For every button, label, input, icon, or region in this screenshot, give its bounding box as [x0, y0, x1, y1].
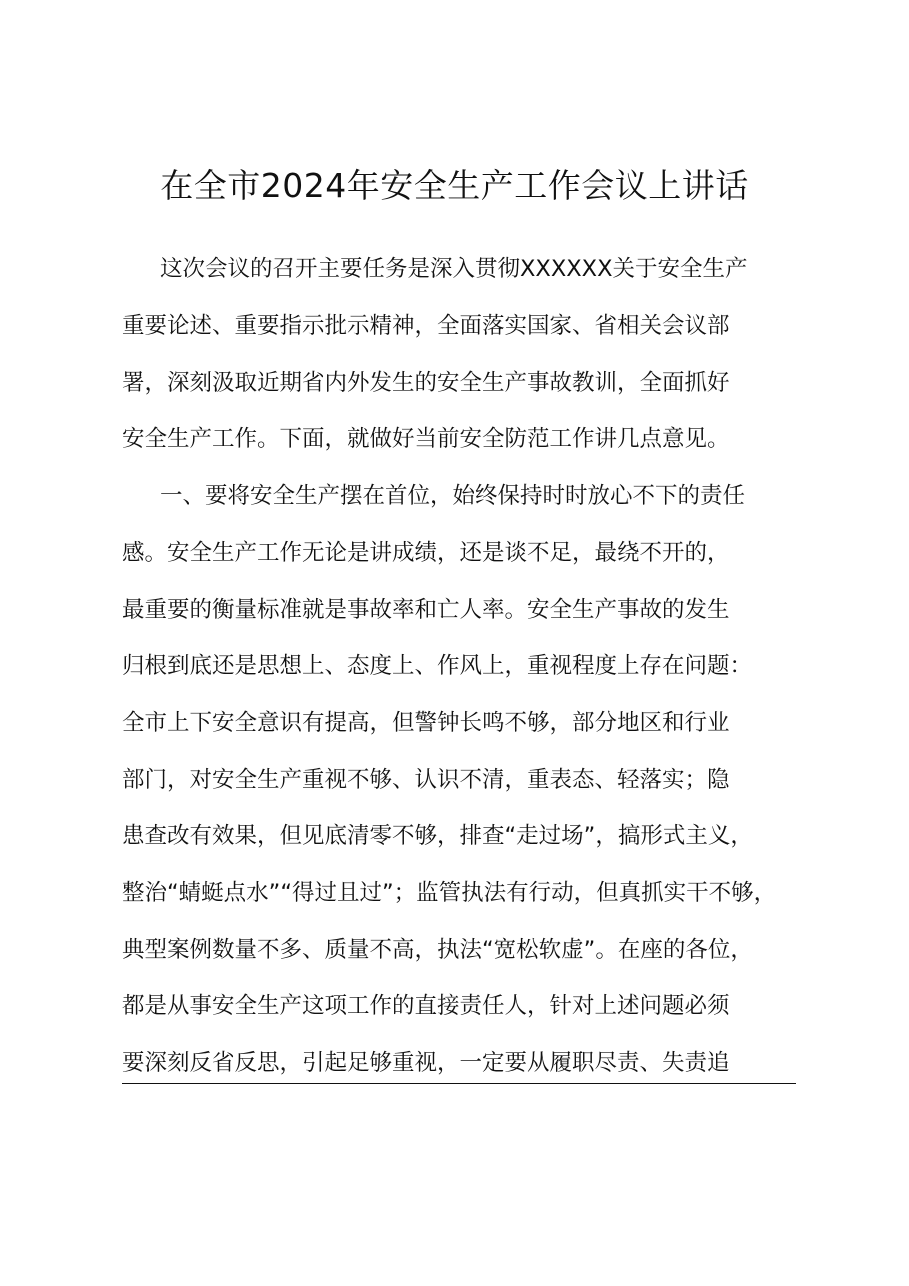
paragraph-line: 全市上下安全意识有提高，但警钟长鸣不够，部分地区和行业 [122, 710, 730, 736]
paragraph-line: 最重要的衡量标准就是事故率和亡人率。安全生产事故的发生 [122, 597, 730, 623]
paragraph-line: 署，深刻汲取近期省内外发生的安全生产事故教训，全面抓好 [122, 370, 730, 396]
paragraph-line: 重要论述、重要指示批示精神，全面落实国家、省相关会议部 [122, 313, 730, 339]
paragraph-line: 整治“蜻蜓点水”“得过且过”；监管执法有行动，但真抓实干不够， [122, 880, 777, 906]
paragraph-line: 都是从事安全生产这项工作的直接责任人，针对上述问题必须 [122, 993, 730, 1019]
paragraph-line: 归根到底还是思想上、态度上、作风上，重视程度上存在问题： [122, 653, 753, 679]
paragraph-line: 一、要将安全生产摆在首位，始终保持时时放心不下的责任 [160, 483, 746, 509]
document-title: 在全市2024年安全生产工作会议上讲话 [160, 166, 749, 205]
paragraph-line: 感。安全生产工作无论是讲成绩，还是谈不足，最绕不开的， [122, 540, 730, 566]
paragraph-line: 这次会议的召开主要任务是深入贯彻XXXXXX关于安全生产 [160, 256, 748, 282]
paragraph-line: 患查改有效果，但见底清零不够，排查“走过场”，搞形式主义， [122, 823, 753, 849]
paragraph-line: 部门，对安全生产重视不够、认识不清，重表态、轻落实；隐 [122, 767, 730, 793]
paragraph-line: 安全生产工作。下面，就做好当前安全防范工作讲几点意见。 [122, 426, 730, 452]
paragraph-line: 典型案例数量不多、质量不高，执法“宽松软虚”。在座的各位， [122, 937, 753, 963]
paragraph-line-underlined: 要深刻反省反思，引起足够重视，一定要从履职尽责、失责追 [122, 1047, 796, 1084]
